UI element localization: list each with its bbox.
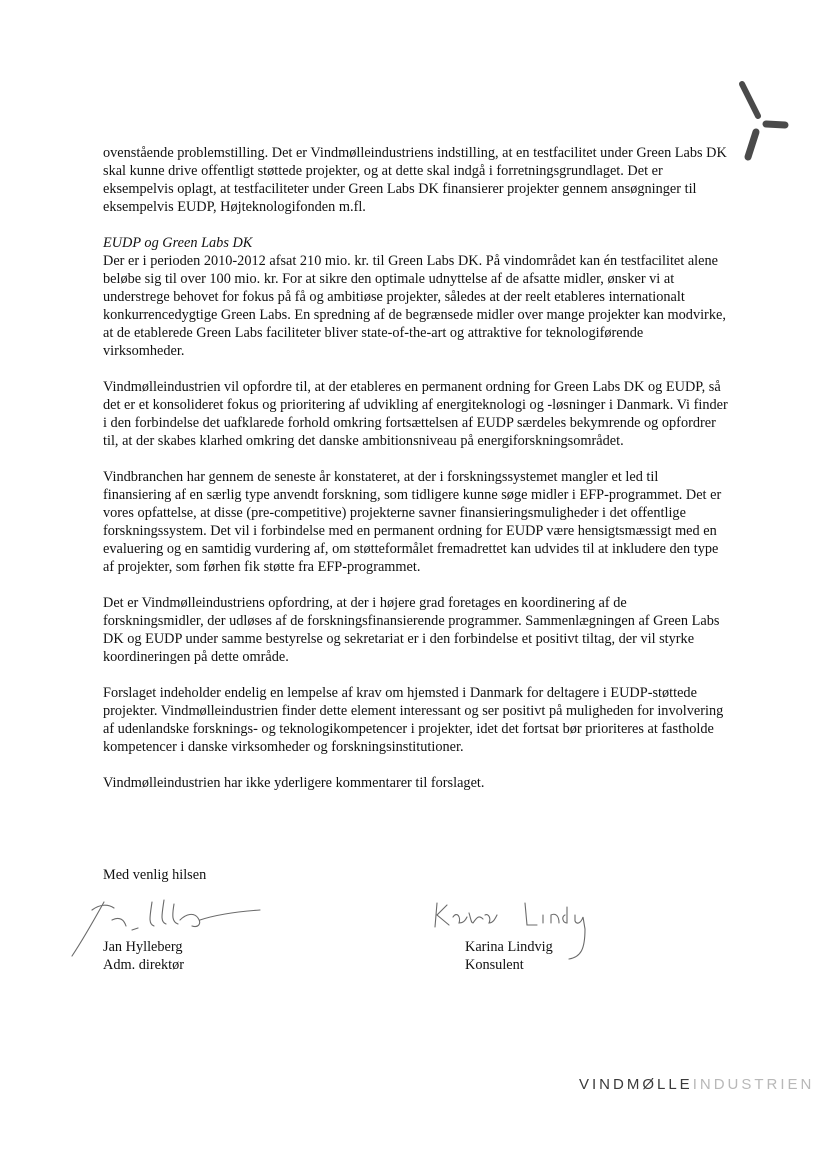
- paragraph-no-further-comments: Vindmølleindustrien har ikke yderligere kommentarer til forslaget.: [103, 775, 485, 791]
- signer-block-right: [465, 938, 553, 974]
- letter-body: [103, 144, 728, 792]
- signer-block-left: [103, 938, 184, 974]
- intro-paragraph: ovenstående problemstilling. Det er Vindmølleindustriens indstilling, at en testfacilitet under Green Labs DK skal kunne drive offentligt støttede projekter, og at dette skal indgå i forretningsgrundlaget. Det er eksempelvis oplagt, at testfaciliteter under Green Labs DK finansierer projekter gennem ansøgninger til eksempelvis EUDP, Højteknologifonden m.fl.: [103, 145, 727, 215]
- paragraph-coordination: Det er Vindmølleindustriens opfordring, at der i højere grad foretages en koordinering af de forskningsmidler, der udløses af de forskningsfinansierende programmer. Sammenlægningen af Green Labs DK og EUDP under samme bestyrelse og sekretariat er i den forbindelse et positivt tiltag, der vil styrke koordineringen på dette område.: [103, 595, 720, 665]
- brand-strong-text: VINDMØLLE: [579, 1076, 693, 1093]
- footer-brand-wordmark: [579, 1076, 814, 1093]
- paragraph-green-labs-funding: Der er i perioden 2010-2012 afsat 210 mio. kr. til Green Labs DK. På vindområdet kan én testfacilitet alene beløbe sig til over 100 mio. kr. For at sikre den optimale udnyttelse af de afsatte midler, ønsker vi at understrege behovet for fokus på få og ambitiøse projekter, således at der reelt etableres internationalt konkurrencedygtige Green Labs. En spredning af de begrænsede midler over mange projekter kan modvirke, at de etablerede Green Labs faciliteter bliver state-of-the-art og attraktive for teknologiførende virksomheder.: [103, 253, 726, 359]
- closing-greeting: Med venlig hilsen: [103, 867, 207, 883]
- signer-title: Konsulent: [465, 957, 524, 973]
- brand-light-text: INDUSTRIEN: [692, 1076, 815, 1093]
- paragraph-domicile-requirements: Forslaget indeholder endelig en lempelse af krav om hjemsted i Danmark for deltagere i EUDP-støttede projekter. Vindmølleindustrien finder dette element interessant og ser positivt på muligheden for involvering af udenlandske forsknings- og teknologikompetencer i projekter, idet det fortsat bør prioriteres at fastholde kompetencer i danske virksomheder og forskningsinstitutioner.: [103, 685, 724, 755]
- paragraph-research-gap: Vindbranchen har gennem de seneste år konstateret, at der i forskningssystemet mangler et led til finansiering af en særlig type anvendt forskning, som tidligere kunne søge midler i EFP-programmet. Det er vores opfattelse, at disse (pre-competitive) projekterne savner finansieringsmuligheder i det offentlige forskningssystem. Det vil i forbindelse med en permanent ordning for EUDP være hensigtsmæssigt med en evaluering og en samtidig vurdering af, om støtteformålet fremadrettet kan udvides til at inkludere den type af projekter, som førhen fik støtte fra EFP-programmet.: [103, 469, 722, 575]
- paragraph-permanent-scheme: Vindmølleindustrien vil opfordre til, at der etableres en permanent ordning for Green Labs DK og EUDP, så det er et konsolideret fokus og prioritering af udvikling af energiteknologi og -løsninger i Danmark. Vi finder i den forbindelse det uafklarede forhold omkring fortsættelsen af EUDP særdeles bekymrende og opfordrer til, at der skabes klarhed omkring det danske ambitionsniveau på energiforskningsområdet.: [103, 379, 728, 449]
- signer-title: Adm. direktør: [103, 957, 184, 973]
- signer-name: Jan Hylleberg: [103, 939, 183, 955]
- section-heading: EUDP og Green Labs DK: [103, 235, 253, 251]
- signer-name: Karina Lindvig: [465, 939, 553, 955]
- wind-turbine-logo-icon: [736, 78, 792, 168]
